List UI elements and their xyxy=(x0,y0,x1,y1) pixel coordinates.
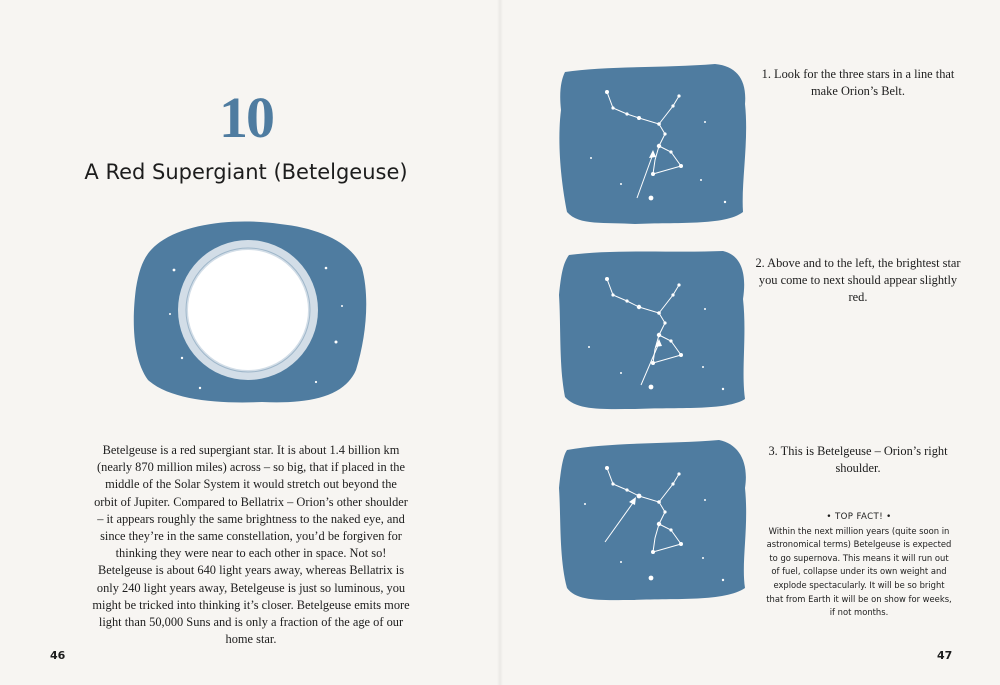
page-number: 46 xyxy=(50,649,66,662)
body-text: Betelgeuse is a red supergiant star. It is about 1.4 billion km (nearly 870 million miles) across – so big, that if placed in the middle of the Solar System it would stretch out beyond the orbit of Jupiter. Compared to Bellatrix – Orion’s other shoulder – it appears roughly the same brightness to the naked eye, and since they’re in the same constellation, you’d be forgiven for thinking they were near to each other in space. Not so! Betelgeuse is about 640 light years away, whereas Bellatrix is only 240 light years away, Betelgeuse is just so luminous, you might be tricked into thinking it’s closer. Betelgeuse emits more light than 50,000 Suns and is only a fraction of the age of our home star. xyxy=(92,443,410,647)
betelgeuse-illustration xyxy=(130,210,370,410)
page-number: 47 xyxy=(937,649,953,662)
orion-diagram-belt xyxy=(555,62,750,228)
step-1-text: 1. Look for the three stars in a line that make Orion’s Belt. xyxy=(761,67,955,98)
step-2-text: 2. Above and to the left, the brightest star you come to next should appear slightly red. xyxy=(755,256,961,304)
star-disc xyxy=(188,250,308,370)
step-3-text: 3. This is Betelgeuse – Orion’s right shoulder. xyxy=(768,444,948,475)
top-fact-heading: • TOP FACT! • xyxy=(826,512,892,522)
chapter-title: A Red Supergiant (Betelgeuse) xyxy=(84,160,408,184)
chapter-number: 10 xyxy=(219,85,273,150)
right-page xyxy=(500,0,1000,685)
orion-diagram-red-star xyxy=(555,247,750,413)
orion-diagram-betelgeuse xyxy=(555,438,750,604)
top-fact-box xyxy=(766,511,952,620)
top-fact-body: Within the next million years (quite soon in astronomical terms) Betelgeuse is expected to go supernova. This means it will run out of fuel, collapse under its own weight and explode spectacularly. It will be so bright that from Earth it will be on show for weeks, if not months. xyxy=(766,525,952,618)
